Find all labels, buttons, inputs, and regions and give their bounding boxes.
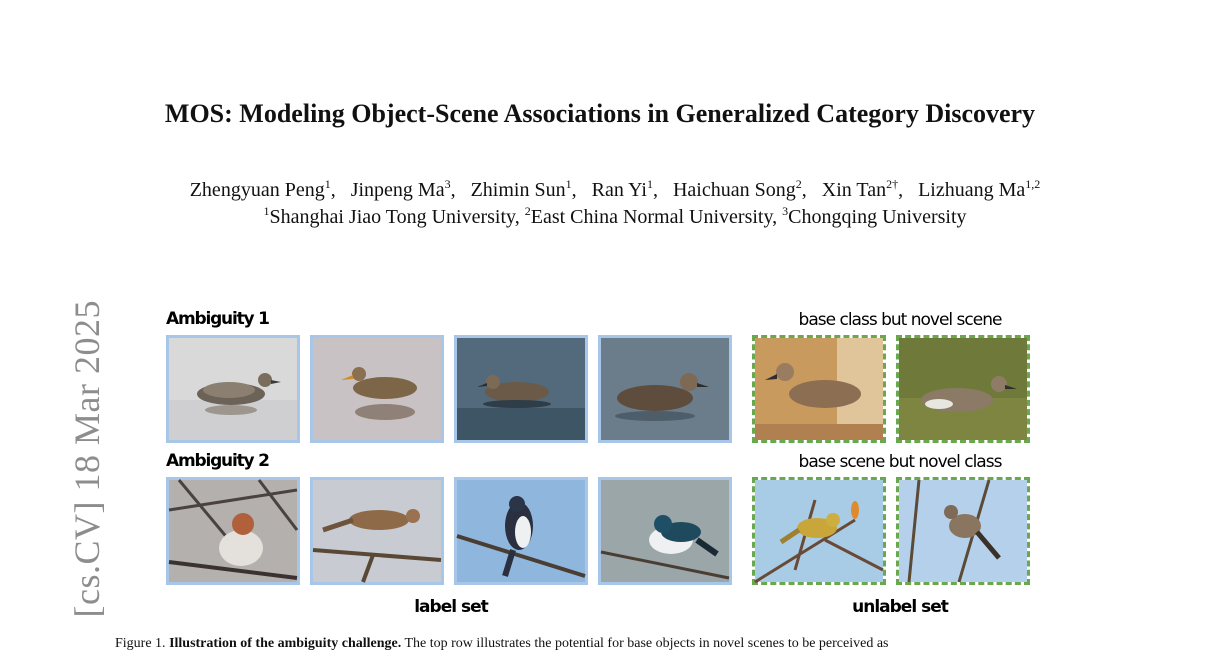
author: Haichuan Song$^2$,: [672, 177, 807, 201]
bird-photo: [896, 477, 1030, 585]
duck-photo: [310, 335, 444, 443]
duck-photo: [166, 335, 300, 443]
author: Jinpeng Ma$^3$,: [350, 177, 456, 201]
author: Lizhuang Ma$^{1,2}$: [918, 177, 1041, 201]
bird-photo: [454, 477, 588, 585]
figure-caption-bold: Illustration of the ambiguity challenge.: [169, 636, 402, 651]
affiliation: $^1$Shanghai Jiao Tong University,: [263, 204, 520, 228]
affiliation: $^2$East China Normal University,: [524, 204, 778, 228]
affiliation: $^3$Chongqing University: [782, 204, 967, 228]
author: Zhengyuan Peng$^1$,: [189, 177, 336, 201]
ambiguity-1-label: Ambiguity 1: [166, 309, 269, 329]
author: Zhimin Sun$^1$,: [470, 177, 577, 201]
figure-caption: Figure 1. Illustration of the ambiguity challenge. The top row illustrates the potential for base objects in novel scenes to be perceived as: [115, 636, 889, 651]
label-set-caption: label set: [414, 597, 488, 617]
affiliation-list: [0, 206, 1230, 229]
duck-photo: [896, 335, 1030, 443]
author-list: [0, 179, 1230, 202]
bird-photo: [752, 477, 886, 585]
ambiguity-2-label: Ambiguity 2: [166, 451, 269, 471]
row1-right-caption: base class but novel scene: [798, 310, 1002, 330]
unlabel-set-caption: unlabel set: [852, 597, 948, 617]
arxiv-side-stamp: [26, 300, 107, 648]
duck-photo: [454, 335, 588, 443]
arxiv-stamp-text: [cs.CV] 18 Mar 2025: [67, 300, 107, 618]
duck-photo: [752, 335, 886, 443]
author: Ran Yi$^1$,: [591, 177, 658, 201]
bird-photo: [310, 477, 444, 585]
author: Xin Tan$^{2\dagger}$,: [821, 177, 904, 201]
row2-right-caption: base scene but novel class: [798, 452, 1002, 472]
bird-photo: [598, 477, 732, 585]
duck-photo: [598, 335, 732, 443]
paper-title: MOS: Modeling Object-Scene Associations in Generalized Category Discovery: [164, 99, 1036, 128]
bird-photo: [166, 477, 300, 585]
